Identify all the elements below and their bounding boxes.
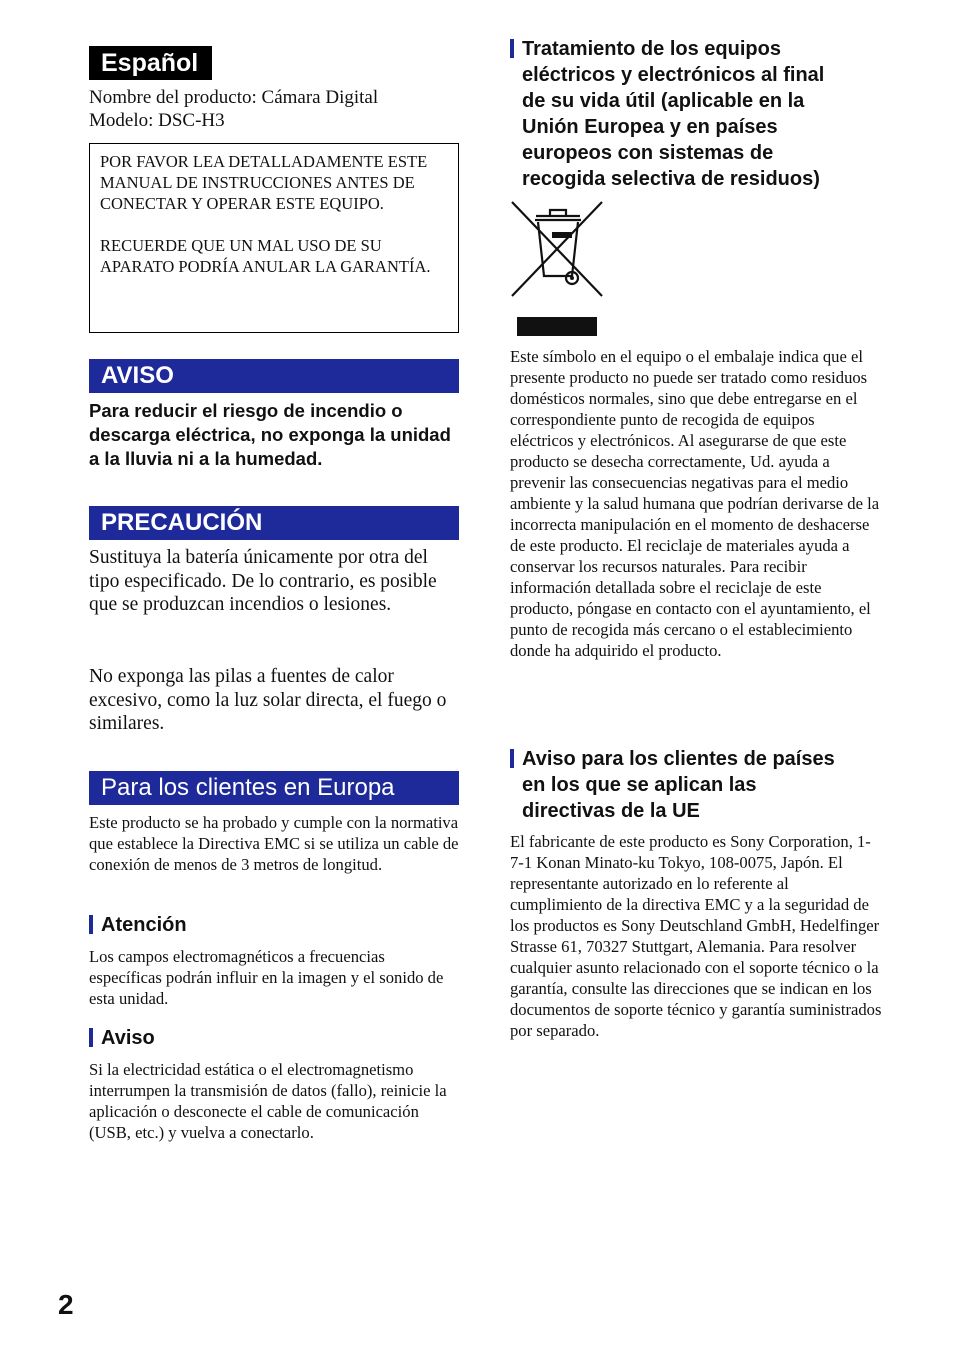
heading-marker — [510, 39, 514, 58]
aviso2-heading-text: Aviso — [101, 1027, 155, 1049]
language-tab: Español — [89, 46, 212, 80]
weee-heading-line: Unión Europea y en países — [522, 116, 778, 138]
weee-heading-line: recogida selectiva de residuos) — [522, 168, 820, 190]
ue-paragraph: El fabricante de este producto es Sony Corporation, 1-7-1 Konan Minato-ku Tokyo, 108-0075, Japón. El representante autorizado en lo referente al cumplimiento de la directiva EMC y a la seguridad de los productos es Sony Deutschland GmbH, Hedelfinger Strasse 61, 70327 Stuttgart, Alemania. Para resolver cualquier asunto relacionado con el soporte técnico o la garantía, consulte las direcciones que se indican en los documentos de soporte técnico y garantía suministrados por separado. — [510, 832, 882, 1040]
weee-heading-line: eléctricos y electrónicos al final — [522, 64, 825, 86]
product-model-line: Modelo: DSC-H3 — [89, 110, 225, 131]
ue-heading-line: en los que se aplican las — [522, 774, 757, 796]
atencion-heading-text: Atención — [101, 914, 187, 936]
product-name-line: Nombre del producto: Cámara Digital — [89, 87, 379, 108]
weee-heading-line: de su vida útil (aplicable en la — [522, 90, 805, 112]
precaucion-section-bar: PRECAUCIÓN — [89, 506, 459, 540]
precaucion-paragraph: Sustituya la batería únicamente por otra del tipo especificado. De lo contrario, es posible que se produzcan incendios o lesiones. — [89, 547, 437, 616]
ue-heading-text — [522, 746, 835, 824]
heading-marker — [89, 1028, 93, 1047]
crossed-out-wheelie-bin-icon — [510, 200, 606, 340]
aviso-section-bar: AVISO — [89, 359, 459, 393]
notice-paragraph: RECUERDE QUE UN MAL USO DE SU APARATO PODRÍA ANULAR LA GARANTÍA. — [100, 236, 431, 276]
notice-paragraph: POR FAVOR LEA DETALLADAMENTE ESTE MANUAL DE INSTRUCCIONES ANTES DE CONECTAR Y OPERAR ESTE EQUIPO. — [100, 152, 428, 213]
heading-marker — [510, 749, 514, 768]
ue-heading-line: directivas de la UE — [522, 800, 700, 822]
aviso-warning-text: Para reducir el riesgo de incendio o descarga eléctrica, no exponga la unidad a la lluvia ni a la humedad. — [89, 400, 451, 469]
weee-heading-line: europeos con sistemas de — [522, 142, 774, 164]
page-number: 2 — [58, 1289, 74, 1320]
weee-heading-line: Tratamiento de los equipos — [522, 38, 781, 60]
precaucion-paragraph: No exponga las pilas a fuentes de calor excesivo, como la luz solar directa, el fuego o similares. — [89, 666, 447, 735]
europa-section-bar: Para los clientes en Europa — [89, 771, 459, 805]
weee-paragraph: Este símbolo en el equipo o el embalaje indica que el presente producto no puede ser tratado como residuos domésticos normales, sino que debe entregarse en el correspondiente punto de recogida de equipos eléctricos y electrónicos. Al asegurarse de que este producto se desecha correctamente, Ud. ayuda a prevenir las consecuencias negativas para el medio ambiente y la salud humana que podrían derivarse de la incorrecta manipulación en el momento de deshacerse de este producto. El reciclaje de materiales ayuda a conservar los recursos naturales. Para recibir información detallada sobre el reciclaje de este producto, póngase en contacto con el ayuntamiento, el punto de recogida más cercano o el establecimiento donde ha adquirido el producto. — [510, 347, 880, 660]
heading-marker — [89, 915, 93, 934]
ue-heading-line: Aviso para los clientes de países — [522, 748, 835, 770]
read-manual-notice-box — [89, 143, 459, 333]
europa-paragraph: Este producto se ha probado y cumple con la normativa que establece la Directiva EMC si se utiliza un cable de conexión de menos de 3 metros de longitud. — [89, 813, 459, 874]
atencion-paragraph: Los campos electromagnéticos a frecuencias específicas podrán influir en la imagen y el sonido de esta unidad. — [89, 947, 444, 1008]
aviso2-paragraph: Si la electricidad estática o el electromagnetismo interrumpen la transmisión de datos (fallo), reinicie la aplicación o desconecte el cable de comunicación (USB, etc.) y vuelva a conectarlo. — [89, 1060, 447, 1142]
product-info — [89, 86, 378, 132]
weee-heading-text — [522, 36, 824, 192]
